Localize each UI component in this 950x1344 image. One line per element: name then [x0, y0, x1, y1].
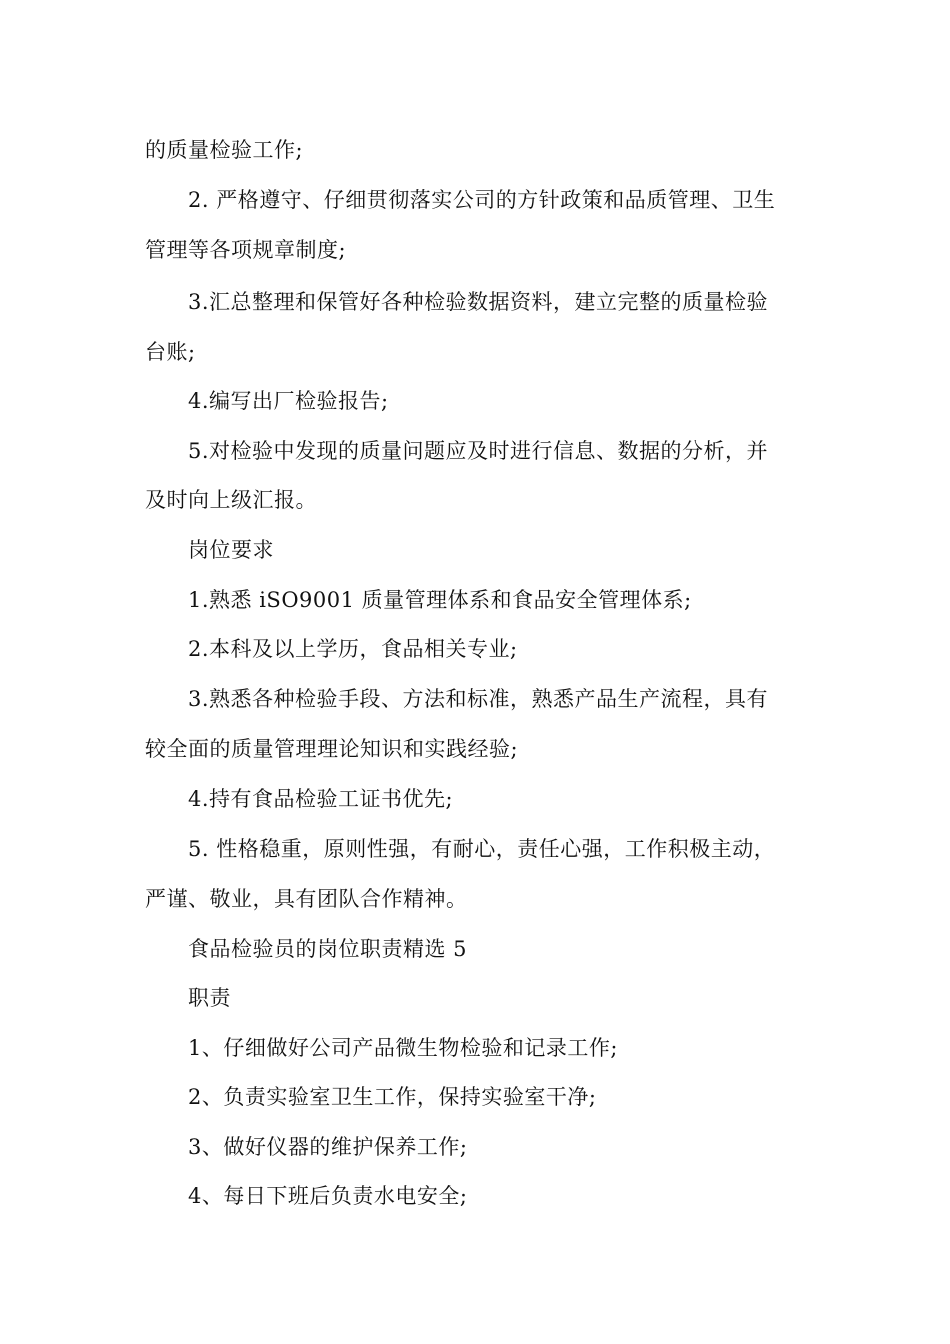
text-line: 1、仔细做好公司产品微生物检验和记录工作;: [188, 1036, 618, 1060]
text-line: 较全面的质量管理理论知识和实践经验;: [145, 737, 519, 761]
text-line: 1.熟悉 iSO9001 质量管理体系和食品安全管理体系;: [188, 588, 692, 612]
text-line: 严谨、敬业，具有团队合作精神。: [145, 887, 468, 911]
section-heading: 岗位要求: [188, 538, 274, 562]
text-line: 2. 严格遵守、仔细贯彻落实公司的方针政策和品质管理、卫生: [188, 188, 776, 212]
text-line: 3.熟悉各种检验手段、方法和标准，熟悉产品生产流程，具有: [188, 687, 769, 711]
text-line: 5. 性格稳重，原则性强，有耐心，责任心强，工作积极主动，: [188, 837, 776, 861]
text-line: 4、每日下班后负责水电安全;: [188, 1184, 468, 1208]
text-line: 2.本科及以上学历，食品相关专业;: [188, 637, 518, 661]
text-line: 4.编写出厂检验报告;: [188, 389, 389, 413]
text-line: 4.持有食品检验工证书优先;: [188, 787, 454, 811]
text-line: 5.对检验中发现的质量问题应及时进行信息、数据的分析，并: [188, 439, 769, 463]
section-heading: 食品检验员的岗位职责精选 5: [188, 937, 468, 961]
section-heading: 职责: [188, 986, 231, 1010]
text-line: 的质量检验工作;: [145, 138, 304, 162]
text-line: 管理等各项规章制度;: [145, 238, 347, 262]
text-line: 台账;: [145, 340, 196, 364]
text-line: 3.汇总整理和保管好各种检验数据资料，建立完整的质量检验: [188, 290, 769, 314]
text-line: 2、负责实验室卫生工作，保持实验室干净;: [188, 1085, 597, 1109]
text-line: 3、做好仪器的维护保养工作;: [188, 1135, 468, 1159]
text-line: 及时向上级汇报。: [145, 488, 317, 512]
